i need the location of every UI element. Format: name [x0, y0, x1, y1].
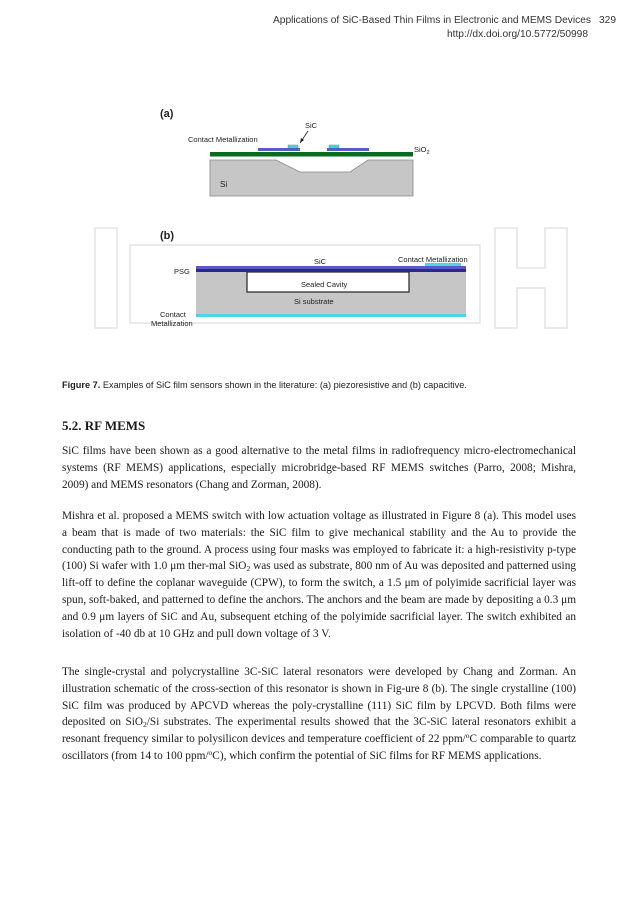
panel-b-contact-bottom [196, 314, 466, 317]
watermark-letter-i [95, 228, 117, 328]
svg-text:SiO2 [414, 145, 430, 156]
panel-a-sio2-layer [210, 152, 413, 156]
watermark-letter-h [495, 228, 567, 328]
caption-label: Figure 7. [62, 380, 101, 390]
figure-caption [62, 380, 582, 390]
figure-7-diagram [0, 0, 638, 360]
panel-a-sio2-sub: 2 [426, 150, 430, 156]
panel-a-contact-left [288, 145, 298, 148]
doi-link[interactable]: http://dx.doi.org/10.5772/50998 [446, 29, 588, 40]
panel-a-contact-right [329, 145, 339, 148]
figure-7 [0, 0, 638, 360]
panel-a-si-label: Si [220, 180, 228, 189]
panel-b-contact-bottom-label-1: Contact [160, 310, 186, 319]
panel-a-si-substrate [210, 160, 413, 196]
panel-b-psg-layer [196, 269, 466, 272]
panel-a-sic-right [327, 148, 369, 151]
panel-a-label: (a) [160, 108, 174, 120]
section-title: 5.2. RF MEMS [62, 418, 146, 433]
paragraph-2: Mishra et al. proposed a MEMS switch with low actuation voltage as illustrated in Figure 8 (a). This model uses a beam that is made of two materials: the SiC film to give mechanical stability and the Au to provide the conducting path to the ground. A process using four masks was employed to fabricate it: a high-resistivity p-type (100) Si wafer with 1.0 μm ther-mal SiO$_2$ was used as substrate, 800 nm of Au was deposited and patterned using lift-off to define the coplanar waveguide (CPW), to form the switch, a 1.5 μm of polyimide sacrificial layer was spun, soft-baked, and patterned to define the anchors. The anchors and the beam are made by depositing a 0.3 μm and 0.9 μm layers of SiC and Au, subsequent etching of the polyimide sacrificial layer. The switch exhibited an isolation of -40 db at 10 GHz and pull down voltage of 3 V. [62, 510, 576, 640]
paragraph-3: The single-crystal and polycrystalline 3C-SiC lateral resonators were developed by Chang and Zorman. An illustration schematic of the cross-section of this resonator is shown in Fig-ure 8 (b). The single crystalline (100) SiC film was produced by APCVD whereas the poly-crystalline (111) SiC film by LPCVD. Both films were deposited on SiO$_2$/Si substrates. The experimental results showed that the 3C-SiC lateral resonators exhibit a resonant frequency similar to polysilicon devices and temperature coefficient of 22 ppm/$^o$C comparable to quartz oscillators (from 14 to 100 ppm/$^o$C), which confirm the potential of SiC films for RF MEMS applications. [62, 666, 576, 762]
panel-b-label: (b) [160, 230, 175, 242]
panel-b-contact-label: Contact Metallization [398, 255, 468, 264]
panel-a [160, 108, 430, 196]
panel-a-sio2-label: SiO [414, 145, 427, 154]
panel-a-sic-left [258, 148, 300, 151]
panel-b-psg-label: PSG [174, 267, 190, 276]
caption-text: Examples of SiC film sensors shown in the literature: (a) piezoresistive and (b) capacitive. [100, 380, 467, 390]
page-number: 329 [599, 15, 616, 26]
panel-b-substrate-label: Si substrate [294, 297, 334, 306]
panel-a-sic-label: SiC [305, 121, 318, 130]
running-title: Applications of SiC-Based Thin Films in Electronic and MEMS Devices [272, 15, 591, 26]
panel-b-cavity-label: Sealed Cavity [301, 280, 348, 289]
panel-b-sic-layer [196, 266, 466, 269]
paragraph-1: SiC films have been shown as a good alternative to the metal films in radiofrequency micro-electromechanical systems (RF MEMS) applications, especially microbridge-based RF MEMS switches (Parro, 2008; Mishra, 2009) and MEMS resonators (Chang and Zorman, 2008). [62, 445, 576, 491]
panel-a-contact-label: Contact Metallization [188, 135, 258, 144]
panel-b-sic-label: SiC [314, 257, 327, 266]
panel-b-contact-bottom-label-2: Metallization [151, 319, 193, 328]
